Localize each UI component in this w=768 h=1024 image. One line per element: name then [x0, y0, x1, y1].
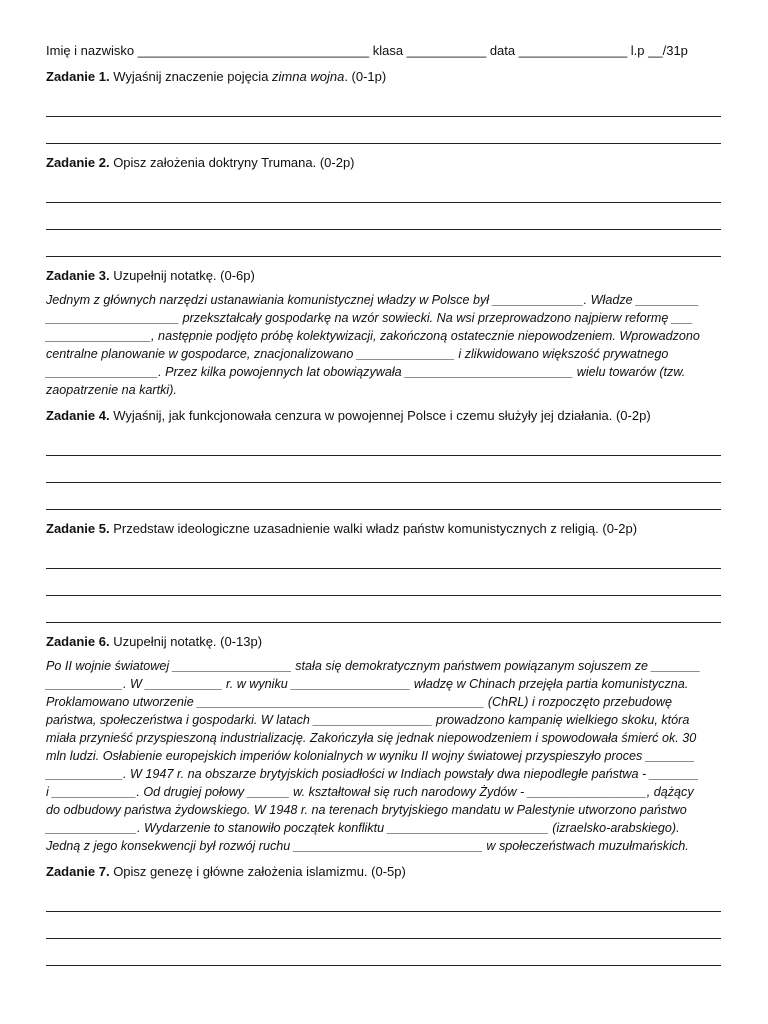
task-6-number: Zadanie 6. — [46, 634, 110, 649]
task-6-note[interactable] — [46, 657, 721, 855]
answer-line[interactable] — [46, 429, 721, 456]
answer-line[interactable] — [46, 117, 721, 144]
task-4-number: Zadanie 4. — [46, 408, 110, 423]
answer-line[interactable] — [46, 483, 721, 510]
task-4 — [46, 407, 721, 425]
answer-line[interactable] — [46, 203, 721, 230]
note-line: _____________. Wydarzenie to stanowiło początek konfliktu _______________________ (izraelsko-arabskiego). — [46, 821, 680, 835]
note-line: Jedną z jego konsekwencji był rozwój ruchu ___________________________ w społeczeństwach muzułmańskich. — [46, 839, 689, 853]
task-7-text: Opisz genezę i główne założenia islamizmu. (0-5p) — [109, 864, 406, 879]
note-line: ___________________ przekształcały gospodarkę na wzór sowiecki. Na wsi przeprowadzono najpierw reformę ___ — [46, 311, 693, 325]
task-5-text: Przedstaw ideologiczne uzasadnienie walki władz państw komunistycznych z religią. (0-2p) — [109, 521, 638, 536]
task-3-number: Zadanie 3. — [46, 268, 110, 283]
answer-line[interactable] — [46, 456, 721, 483]
task-2-number: Zadanie 2. — [46, 155, 110, 170]
task-1-number: Zadanie 1. — [46, 69, 110, 84]
task-1 — [46, 68, 721, 86]
task-6 — [46, 633, 721, 651]
task-6-text: Uzupełnij notatkę. (0-13p) — [109, 634, 263, 649]
answer-line[interactable] — [46, 596, 721, 623]
task-2-text: Opisz założenia doktryny Trumana. (0-2p) — [109, 155, 355, 170]
note-line: do odbudowy państwa żydowskiego. W 1948 r. na terenach brytyjskiego mandatu w Palestynie utworzono państwo — [46, 803, 687, 817]
note-line: mln ludzi. Osłabienie europejskich imperiów kolonialnych w wyniku II wojny światowej przyspieszyło proces _______ — [46, 749, 695, 763]
task-3-text: Uzupełnij notatkę. (0-6p) — [109, 268, 255, 283]
note-line: miała przynieść przyspieszoną industrializację. Zakończyła się jednak niepowodzeniem i spowodowała śmierć ok. 30 — [46, 731, 697, 745]
task-3 — [46, 267, 721, 285]
task-2 — [46, 154, 721, 172]
task-5 — [46, 520, 721, 538]
answer-line[interactable] — [46, 939, 721, 966]
worksheet — [46, 42, 721, 976]
task-4-answer-lines[interactable] — [46, 429, 721, 510]
note-line: zaopatrzenie na kartki). — [46, 383, 177, 397]
note-line: ___________. W 1947 r. na obszarze brytyjskich posiadłości w Indiach powstały dwa niepodległe państwa - _______ — [46, 767, 699, 781]
task-1-term: zimna wojna — [272, 69, 345, 84]
task-7-number: Zadanie 7. — [46, 864, 110, 879]
answer-line[interactable] — [46, 912, 721, 939]
answer-line[interactable] — [46, 230, 721, 257]
note-line: państwa, społeczeństwa i gospodarki. W latach _________________ prowadzono kampanię wielkiego skoku, która — [46, 713, 690, 727]
task-1-answer-lines[interactable] — [46, 90, 721, 144]
task-1-points: . (0-1p) — [344, 69, 387, 84]
answer-line[interactable] — [46, 542, 721, 569]
note-line: Proklamowano utworzenie _________________________________________ (ChRL) i rozpoczęto przebudowę — [46, 695, 672, 709]
task-7-answer-lines[interactable] — [46, 885, 721, 966]
task-5-number: Zadanie 5. — [46, 521, 110, 536]
task-5-answer-lines[interactable] — [46, 542, 721, 623]
note-line: _______________, następnie podjęto próbę kolektywizacji, zakończoną ostatecznie niepowodzeniem. Wprowadzono — [46, 329, 700, 343]
note-line: Po II wojnie światowej _________________ stała się demokratycznym państwem powiązanym sojuszem ze _______ — [46, 659, 701, 673]
task-7 — [46, 863, 721, 881]
student-info-header: Imię i nazwisko ________________________________ klasa ___________ data _______________ l.p __/31p — [46, 43, 688, 58]
note-line: ___________. W ___________ r. w wyniku _________________ władzę w Chinach przejęła partia komunistyczna. — [46, 677, 689, 691]
answer-line[interactable] — [46, 569, 721, 596]
task-3-note[interactable] — [46, 291, 721, 399]
answer-line[interactable] — [46, 176, 721, 203]
note-line: i ____________. Od drugiej połowy ______ w. kształtował się ruch narodowy Żydów - _________________, dążący — [46, 785, 694, 799]
note-line: Jednym z głównych narzędzi ustanawiania komunistycznej władzy w Polsce był _____________. Władze _________ — [46, 293, 700, 307]
task-1-text: Wyjaśnij znaczenie pojęcia — [109, 69, 273, 84]
note-line: ________________. Przez kilka powojennych lat obowiązywała ________________________ wielu towarów (tzw. — [46, 365, 686, 379]
note-line: centralne planowanie w gospodarce, znacjonalizowano ______________ i zlikwidowano większość prywatnego — [46, 347, 669, 361]
task-2-answer-lines[interactable] — [46, 176, 721, 257]
answer-line[interactable] — [46, 90, 721, 117]
answer-line[interactable] — [46, 885, 721, 912]
task-4-text: Wyjaśnij, jak funkcjonowała cenzura w powojennej Polsce i czemu służyły jej działania. (0-2p) — [109, 408, 651, 423]
